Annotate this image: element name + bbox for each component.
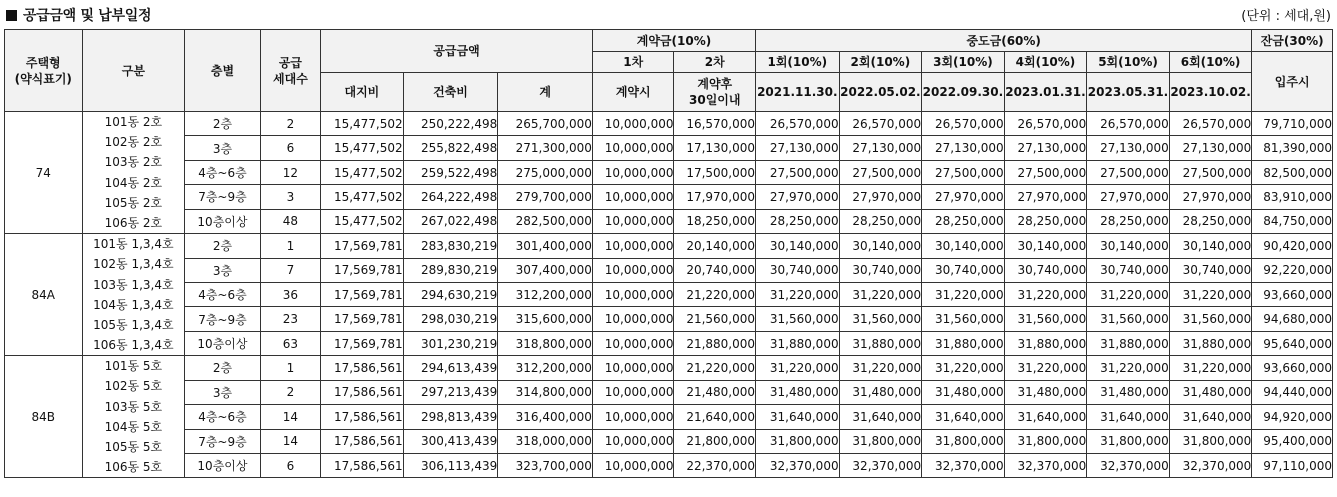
unit-label: 106동 1,3,4호 bbox=[93, 338, 174, 353]
interim-3-cell: 31,480,000 bbox=[922, 380, 1005, 404]
contract-1-cell: 10,000,000 bbox=[592, 356, 674, 380]
interim-5-cell: 31,480,000 bbox=[1087, 380, 1170, 404]
land-price-cell: 17,569,781 bbox=[321, 234, 404, 258]
building-price-cell: 300,413,439 bbox=[403, 429, 498, 453]
contract-2-cell: 18,250,000 bbox=[674, 209, 756, 233]
interim-4-cell: 27,500,000 bbox=[1004, 160, 1087, 184]
land-price-cell: 17,569,781 bbox=[321, 307, 404, 331]
balance-cell: 90,420,000 bbox=[1252, 234, 1333, 258]
contract-1-cell: 10,000,000 bbox=[592, 258, 674, 282]
total-price-cell: 314,800,000 bbox=[498, 380, 593, 404]
interim-3-cell: 27,970,000 bbox=[922, 185, 1005, 209]
table-row bbox=[5, 453, 1333, 477]
unit-count-cell: 12 bbox=[260, 160, 320, 184]
interim-2-cell: 31,480,000 bbox=[839, 380, 922, 404]
table-title-text: 공급금액 및 납부일정 bbox=[23, 8, 152, 24]
land-price-cell: 17,586,561 bbox=[321, 356, 404, 380]
header-contract-2: 2차 bbox=[674, 52, 756, 73]
building-price-cell: 267,022,498 bbox=[403, 209, 498, 233]
table-row bbox=[5, 185, 1333, 209]
total-price-cell: 312,200,000 bbox=[498, 282, 593, 306]
balance-cell: 84,750,000 bbox=[1252, 209, 1333, 233]
interim-4-cell: 31,640,000 bbox=[1004, 405, 1087, 429]
unit-label: 105동 2호 bbox=[104, 195, 163, 210]
interim-3-cell: 31,800,000 bbox=[922, 429, 1005, 453]
table-row bbox=[5, 160, 1333, 184]
table-body bbox=[5, 112, 1333, 478]
unit-list-cell bbox=[82, 112, 185, 234]
interim-6-cell: 30,740,000 bbox=[1169, 258, 1252, 282]
interim-1-cell: 30,140,000 bbox=[756, 234, 840, 258]
contract-2-cell: 17,500,000 bbox=[674, 160, 756, 184]
unit-label: 102동 2호 bbox=[104, 135, 163, 150]
balance-cell: 97,110,000 bbox=[1252, 453, 1333, 477]
floor-cell: 7층~9층 bbox=[185, 307, 261, 331]
header-bar bbox=[0, 0, 1337, 30]
land-price-cell: 15,477,502 bbox=[321, 160, 404, 184]
unit-count-cell: 36 bbox=[260, 282, 320, 306]
balance-cell: 92,220,000 bbox=[1252, 258, 1333, 282]
total-price-cell: 275,000,000 bbox=[498, 160, 593, 184]
land-price-cell: 15,477,502 bbox=[321, 209, 404, 233]
unit-label: 101동 2호 bbox=[104, 115, 163, 129]
interim-3-cell: 26,570,000 bbox=[922, 112, 1005, 136]
balance-cell: 95,640,000 bbox=[1252, 331, 1333, 355]
header-interim-date: 2022.05.02. bbox=[839, 73, 922, 112]
unit-label: 103동 2호 bbox=[104, 155, 163, 170]
land-price-cell: 17,569,781 bbox=[321, 331, 404, 355]
interim-2-cell: 27,130,000 bbox=[839, 136, 922, 160]
interim-3-cell: 31,640,000 bbox=[922, 405, 1005, 429]
interim-1-cell: 31,800,000 bbox=[756, 429, 840, 453]
building-price-cell: 264,222,498 bbox=[403, 185, 498, 209]
header-housing-type: 주택형 (약식표기) bbox=[5, 30, 83, 112]
contract-1-cell: 10,000,000 bbox=[592, 136, 674, 160]
floor-cell: 3층 bbox=[185, 136, 261, 160]
floor-cell: 10층이상 bbox=[185, 209, 261, 233]
interim-4-cell: 31,480,000 bbox=[1004, 380, 1087, 404]
contract-2-cell: 20,140,000 bbox=[674, 234, 756, 258]
contract-2-cell: 21,220,000 bbox=[674, 282, 756, 306]
balance-cell: 93,660,000 bbox=[1252, 356, 1333, 380]
land-price-cell: 15,477,502 bbox=[321, 185, 404, 209]
contract-2-cell: 20,740,000 bbox=[674, 258, 756, 282]
header-interim: 중도금(60%) bbox=[756, 30, 1252, 52]
unit-label: 105동 5호 bbox=[104, 440, 163, 454]
unit-label: 104동 5호 bbox=[104, 419, 163, 434]
interim-6-cell: 31,560,000 bbox=[1169, 307, 1252, 331]
unit-count-cell: 48 bbox=[260, 209, 320, 233]
building-price-cell: 298,030,219 bbox=[403, 307, 498, 331]
floor-cell: 4층~6층 bbox=[185, 282, 261, 306]
table-row bbox=[5, 282, 1333, 306]
building-price-cell: 294,613,439 bbox=[403, 356, 498, 380]
land-price-cell: 17,586,561 bbox=[321, 405, 404, 429]
housing-type-cell: 74 bbox=[5, 112, 83, 234]
interim-3-cell: 31,220,000 bbox=[922, 282, 1005, 306]
housing-type-cell: 84A bbox=[5, 234, 83, 356]
balance-cell: 83,910,000 bbox=[1252, 185, 1333, 209]
contract-2-cell: 22,370,000 bbox=[674, 453, 756, 477]
header-contract-1-when: 계약시 bbox=[592, 73, 674, 112]
total-price-cell: 316,400,000 bbox=[498, 405, 593, 429]
interim-3-cell: 30,740,000 bbox=[922, 258, 1005, 282]
interim-6-cell: 31,480,000 bbox=[1169, 380, 1252, 404]
land-price-cell: 17,586,561 bbox=[321, 453, 404, 477]
land-price-cell: 17,586,561 bbox=[321, 380, 404, 404]
unit-label: 103동 5호 bbox=[104, 399, 163, 414]
floor-cell: 4층~6층 bbox=[185, 160, 261, 184]
header-interim-date: 2022.09.30. bbox=[922, 73, 1005, 112]
interim-6-cell: 27,130,000 bbox=[1169, 136, 1252, 160]
interim-4-cell: 28,250,000 bbox=[1004, 209, 1087, 233]
unit-label: 104동 1,3,4호 bbox=[93, 297, 174, 312]
building-price-cell: 259,522,498 bbox=[403, 160, 498, 184]
balance-cell: 94,440,000 bbox=[1252, 380, 1333, 404]
interim-4-cell: 26,570,000 bbox=[1004, 112, 1087, 136]
interim-6-cell: 26,570,000 bbox=[1169, 112, 1252, 136]
interim-6-cell: 31,640,000 bbox=[1169, 405, 1252, 429]
header-balance: 잔금(30%) bbox=[1252, 30, 1333, 52]
interim-2-cell: 31,220,000 bbox=[839, 282, 922, 306]
table-row bbox=[5, 405, 1333, 429]
contract-2-cell: 21,640,000 bbox=[674, 405, 756, 429]
building-price-cell: 283,830,219 bbox=[403, 234, 498, 258]
interim-1-cell: 31,560,000 bbox=[756, 307, 840, 331]
interim-3-cell: 31,560,000 bbox=[922, 307, 1005, 331]
table-row bbox=[5, 307, 1333, 331]
header-interim-round: 5회(10%) bbox=[1087, 52, 1170, 73]
interim-5-cell: 30,140,000 bbox=[1087, 234, 1170, 258]
contract-2-cell: 21,220,000 bbox=[674, 356, 756, 380]
interim-1-cell: 31,220,000 bbox=[756, 282, 840, 306]
total-price-cell: 307,400,000 bbox=[498, 258, 593, 282]
balance-cell: 82,500,000 bbox=[1252, 160, 1333, 184]
interim-4-cell: 31,220,000 bbox=[1004, 356, 1087, 380]
header-interim-date: 2021.11.30. bbox=[756, 73, 840, 112]
contract-1-cell: 10,000,000 bbox=[592, 282, 674, 306]
contract-2-cell: 21,800,000 bbox=[674, 429, 756, 453]
interim-5-cell: 31,220,000 bbox=[1087, 282, 1170, 306]
interim-3-cell: 27,500,000 bbox=[922, 160, 1005, 184]
unit-label: 101동 1,3,4호 bbox=[93, 237, 174, 252]
total-price-cell: 318,800,000 bbox=[498, 331, 593, 355]
unit-label: 103동 1,3,4호 bbox=[93, 277, 174, 292]
interim-1-cell: 30,740,000 bbox=[756, 258, 840, 282]
header-interim-date: 2023.05.31. bbox=[1087, 73, 1170, 112]
balance-cell: 94,680,000 bbox=[1252, 307, 1333, 331]
interim-4-cell: 27,970,000 bbox=[1004, 185, 1087, 209]
contract-1-cell: 10,000,000 bbox=[592, 331, 674, 355]
interim-5-cell: 27,130,000 bbox=[1087, 136, 1170, 160]
unit-label: 102동 1,3,4호 bbox=[93, 257, 174, 272]
interim-6-cell: 27,500,000 bbox=[1169, 160, 1252, 184]
interim-1-cell: 32,370,000 bbox=[756, 453, 840, 477]
unit-label: 104동 2호 bbox=[104, 175, 163, 190]
interim-1-cell: 27,500,000 bbox=[756, 160, 840, 184]
interim-1-cell: 31,880,000 bbox=[756, 331, 840, 355]
total-price-cell: 323,700,000 bbox=[498, 453, 593, 477]
header-interim-round: 4회(10%) bbox=[1004, 52, 1087, 73]
header-interim-round: 1회(10%) bbox=[756, 52, 840, 73]
total-price-cell: 318,000,000 bbox=[498, 429, 593, 453]
interim-1-cell: 31,480,000 bbox=[756, 380, 840, 404]
interim-1-cell: 28,250,000 bbox=[756, 209, 840, 233]
interim-4-cell: 27,130,000 bbox=[1004, 136, 1087, 160]
header-balance-when: 입주시 bbox=[1252, 52, 1333, 112]
header-interim-round: 6회(10%) bbox=[1169, 52, 1252, 73]
interim-4-cell: 30,740,000 bbox=[1004, 258, 1087, 282]
header-contract-2-when: 계약후 30일이내 bbox=[674, 73, 756, 112]
contract-1-cell: 10,000,000 bbox=[592, 380, 674, 404]
unit-label: 106동 2호 bbox=[104, 215, 163, 230]
interim-5-cell: 31,880,000 bbox=[1087, 331, 1170, 355]
header-interim-date: 2023.01.31. bbox=[1004, 73, 1087, 112]
header-supply-price: 공급금액 bbox=[321, 30, 593, 73]
contract-2-cell: 21,880,000 bbox=[674, 331, 756, 355]
total-price-cell: 315,600,000 bbox=[498, 307, 593, 331]
interim-5-cell: 28,250,000 bbox=[1087, 209, 1170, 233]
unit-count-cell: 6 bbox=[260, 136, 320, 160]
interim-4-cell: 32,370,000 bbox=[1004, 453, 1087, 477]
unit-count-cell: 14 bbox=[260, 429, 320, 453]
building-price-cell: 298,813,439 bbox=[403, 405, 498, 429]
interim-2-cell: 31,640,000 bbox=[839, 405, 922, 429]
interim-5-cell: 26,570,000 bbox=[1087, 112, 1170, 136]
header-floor: 층별 bbox=[185, 30, 261, 112]
header-supply-units: 공급 세대수 bbox=[260, 30, 320, 112]
header-land: 대지비 bbox=[321, 73, 404, 112]
floor-cell: 3층 bbox=[185, 380, 261, 404]
housing-type-cell: 84B bbox=[5, 356, 83, 478]
balance-cell: 94,920,000 bbox=[1252, 405, 1333, 429]
table-row bbox=[5, 331, 1333, 355]
interim-2-cell: 30,740,000 bbox=[839, 258, 922, 282]
interim-5-cell: 27,500,000 bbox=[1087, 160, 1170, 184]
interim-3-cell: 31,880,000 bbox=[922, 331, 1005, 355]
interim-4-cell: 31,560,000 bbox=[1004, 307, 1087, 331]
unit-count-cell: 63 bbox=[260, 331, 320, 355]
interim-5-cell: 27,970,000 bbox=[1087, 185, 1170, 209]
interim-2-cell: 27,970,000 bbox=[839, 185, 922, 209]
interim-5-cell: 31,560,000 bbox=[1087, 307, 1170, 331]
building-price-cell: 250,222,498 bbox=[403, 112, 498, 136]
header-building: 건축비 bbox=[403, 73, 498, 112]
interim-5-cell: 31,640,000 bbox=[1087, 405, 1170, 429]
interim-3-cell: 32,370,000 bbox=[922, 453, 1005, 477]
interim-2-cell: 31,800,000 bbox=[839, 429, 922, 453]
floor-cell: 2층 bbox=[185, 112, 261, 136]
balance-cell: 79,710,000 bbox=[1252, 112, 1333, 136]
interim-4-cell: 30,140,000 bbox=[1004, 234, 1087, 258]
interim-6-cell: 31,220,000 bbox=[1169, 356, 1252, 380]
square-bullet-icon bbox=[6, 10, 17, 21]
interim-1-cell: 27,130,000 bbox=[756, 136, 840, 160]
interim-2-cell: 31,560,000 bbox=[839, 307, 922, 331]
header-interim-round: 3회(10%) bbox=[922, 52, 1005, 73]
interim-6-cell: 27,970,000 bbox=[1169, 185, 1252, 209]
contract-1-cell: 10,000,000 bbox=[592, 429, 674, 453]
balance-cell: 93,660,000 bbox=[1252, 282, 1333, 306]
interim-5-cell: 31,220,000 bbox=[1087, 356, 1170, 380]
unit-label: 102동 5호 bbox=[104, 379, 163, 394]
total-price-cell: 312,200,000 bbox=[498, 356, 593, 380]
unit-list-cell bbox=[82, 356, 185, 478]
floor-cell: 7층~9층 bbox=[185, 185, 261, 209]
table-row bbox=[5, 380, 1333, 404]
floor-cell: 4층~6층 bbox=[185, 405, 261, 429]
unit-count-cell: 1 bbox=[260, 234, 320, 258]
interim-5-cell: 31,800,000 bbox=[1087, 429, 1170, 453]
balance-cell: 95,400,000 bbox=[1252, 429, 1333, 453]
unit-label: 105동 1,3,4호 bbox=[93, 317, 174, 332]
interim-4-cell: 31,220,000 bbox=[1004, 282, 1087, 306]
land-price-cell: 17,569,781 bbox=[321, 282, 404, 306]
interim-1-cell: 31,640,000 bbox=[756, 405, 840, 429]
interim-2-cell: 31,220,000 bbox=[839, 356, 922, 380]
contract-1-cell: 10,000,000 bbox=[592, 405, 674, 429]
interim-2-cell: 32,370,000 bbox=[839, 453, 922, 477]
unit-count-cell: 2 bbox=[260, 380, 320, 404]
table-row bbox=[5, 136, 1333, 160]
contract-1-cell: 10,000,000 bbox=[592, 234, 674, 258]
interim-3-cell: 30,140,000 bbox=[922, 234, 1005, 258]
interim-6-cell: 31,800,000 bbox=[1169, 429, 1252, 453]
contract-1-cell: 10,000,000 bbox=[592, 307, 674, 331]
total-price-cell: 279,700,000 bbox=[498, 185, 593, 209]
floor-cell: 2층 bbox=[185, 356, 261, 380]
balance-cell: 81,390,000 bbox=[1252, 136, 1333, 160]
unit-count-cell: 6 bbox=[260, 453, 320, 477]
table-row bbox=[5, 356, 1333, 380]
contract-1-cell: 10,000,000 bbox=[592, 112, 674, 136]
header-contract: 계약금(10%) bbox=[592, 30, 755, 52]
interim-2-cell: 28,250,000 bbox=[839, 209, 922, 233]
interim-3-cell: 27,130,000 bbox=[922, 136, 1005, 160]
floor-cell: 2층 bbox=[185, 234, 261, 258]
building-price-cell: 289,830,219 bbox=[403, 258, 498, 282]
header-contract-1: 1차 bbox=[592, 52, 674, 73]
table-row bbox=[5, 234, 1333, 258]
building-price-cell: 301,230,219 bbox=[403, 331, 498, 355]
table-row bbox=[5, 258, 1333, 282]
contract-1-cell: 10,000,000 bbox=[592, 160, 674, 184]
supply-price-table bbox=[4, 29, 1333, 478]
interim-1-cell: 31,220,000 bbox=[756, 356, 840, 380]
unit-count-cell: 23 bbox=[260, 307, 320, 331]
header-total: 계 bbox=[498, 73, 593, 112]
contract-2-cell: 17,970,000 bbox=[674, 185, 756, 209]
unit-count-cell: 14 bbox=[260, 405, 320, 429]
interim-3-cell: 28,250,000 bbox=[922, 209, 1005, 233]
contract-2-cell: 16,570,000 bbox=[674, 112, 756, 136]
contract-2-cell: 17,130,000 bbox=[674, 136, 756, 160]
total-price-cell: 301,400,000 bbox=[498, 234, 593, 258]
unit-label: 101동 5호 bbox=[104, 359, 163, 374]
table-row bbox=[5, 112, 1333, 136]
floor-cell: 10층이상 bbox=[185, 331, 261, 355]
unit-count-cell: 1 bbox=[260, 356, 320, 380]
land-price-cell: 17,569,781 bbox=[321, 258, 404, 282]
interim-5-cell: 32,370,000 bbox=[1087, 453, 1170, 477]
contract-1-cell: 10,000,000 bbox=[592, 185, 674, 209]
header-interim-round: 2회(10%) bbox=[839, 52, 922, 73]
land-price-cell: 15,477,502 bbox=[321, 112, 404, 136]
unit-count-cell: 3 bbox=[260, 185, 320, 209]
table-row bbox=[5, 429, 1333, 453]
interim-6-cell: 31,880,000 bbox=[1169, 331, 1252, 355]
land-price-cell: 17,586,561 bbox=[321, 429, 404, 453]
contract-1-cell: 10,000,000 bbox=[592, 453, 674, 477]
interim-4-cell: 31,880,000 bbox=[1004, 331, 1087, 355]
floor-cell: 7층~9층 bbox=[185, 429, 261, 453]
building-price-cell: 294,630,219 bbox=[403, 282, 498, 306]
total-price-cell: 271,300,000 bbox=[498, 136, 593, 160]
total-price-cell: 265,700,000 bbox=[498, 112, 593, 136]
interim-2-cell: 30,140,000 bbox=[839, 234, 922, 258]
interim-2-cell: 27,500,000 bbox=[839, 160, 922, 184]
contract-1-cell: 10,000,000 bbox=[592, 209, 674, 233]
interim-1-cell: 26,570,000 bbox=[756, 112, 840, 136]
interim-4-cell: 31,800,000 bbox=[1004, 429, 1087, 453]
contract-2-cell: 21,480,000 bbox=[674, 380, 756, 404]
building-price-cell: 255,822,498 bbox=[403, 136, 498, 160]
unit-count-cell: 2 bbox=[260, 112, 320, 136]
interim-1-cell: 27,970,000 bbox=[756, 185, 840, 209]
table-title bbox=[6, 5, 151, 25]
unit-count-cell: 7 bbox=[260, 258, 320, 282]
building-price-cell: 306,113,439 bbox=[403, 453, 498, 477]
interim-3-cell: 31,220,000 bbox=[922, 356, 1005, 380]
interim-6-cell: 32,370,000 bbox=[1169, 453, 1252, 477]
floor-cell: 3층 bbox=[185, 258, 261, 282]
unit-label: 106동 5호 bbox=[104, 460, 163, 475]
interim-6-cell: 28,250,000 bbox=[1169, 209, 1252, 233]
floor-cell: 10층이상 bbox=[185, 453, 261, 477]
land-price-cell: 15,477,502 bbox=[321, 136, 404, 160]
total-price-cell: 282,500,000 bbox=[498, 209, 593, 233]
interim-6-cell: 31,220,000 bbox=[1169, 282, 1252, 306]
header-category: 구분 bbox=[82, 30, 185, 112]
header-interim-date: 2023.10.02. bbox=[1169, 73, 1252, 112]
unit-list-cell bbox=[82, 234, 185, 356]
table-row bbox=[5, 209, 1333, 233]
unit-note: (단위 : 세대,원) bbox=[1241, 9, 1331, 24]
interim-6-cell: 30,140,000 bbox=[1169, 234, 1252, 258]
building-price-cell: 297,213,439 bbox=[403, 380, 498, 404]
interim-2-cell: 26,570,000 bbox=[839, 112, 922, 136]
interim-5-cell: 30,740,000 bbox=[1087, 258, 1170, 282]
contract-2-cell: 21,560,000 bbox=[674, 307, 756, 331]
interim-2-cell: 31,880,000 bbox=[839, 331, 922, 355]
